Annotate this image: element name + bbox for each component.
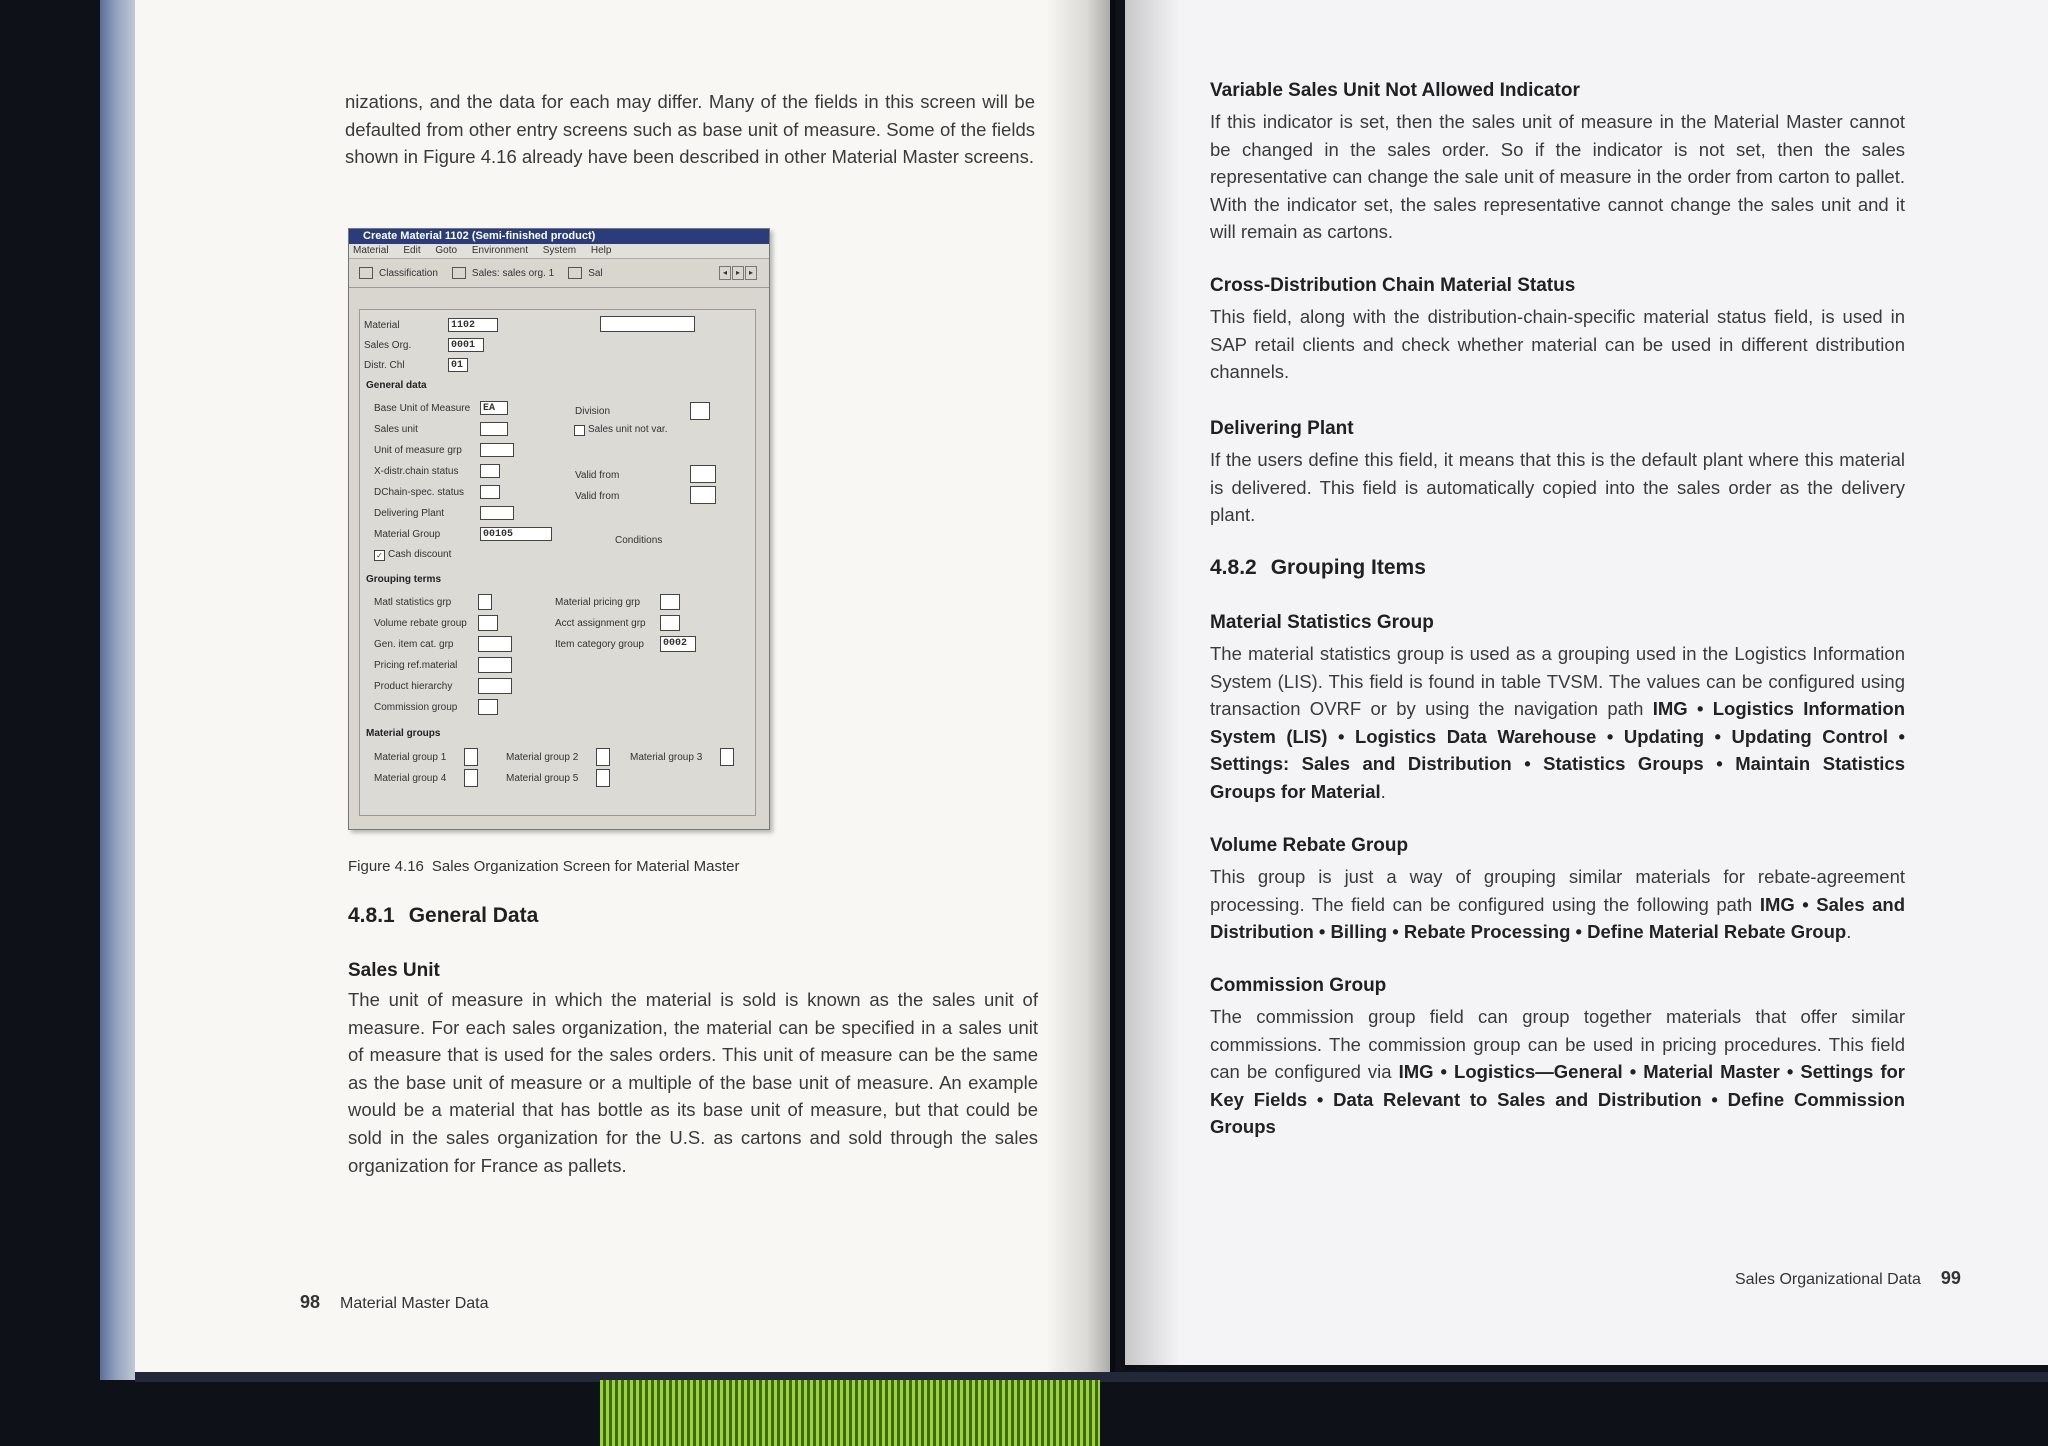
valid-from-label-1: Valid from [575, 470, 620, 481]
navigation-path: IMG • Logistics Information System (LIS) • Logistics Data Warehouse • Updating • Updating Control • Settings: Sales and Distribution • Statistics Groups • Maintain Statistics Groups for Material [1210, 698, 1905, 802]
material-desc-field [600, 316, 695, 332]
arrow-end-icon: ▸ [745, 266, 757, 280]
product-hierarchy-field [478, 678, 512, 694]
tab-scroll-arrows [718, 266, 757, 280]
right-page [1125, 0, 2048, 1365]
sales-unit-paragraph: The unit of measure in which the material is sold is known as the sales unit of measure. For each sales organization, the material can be specified in a sales unit of measure that is used for the sales orders. This unit of measure can be the same as the base unit of measure or a multiple of the base unit of measure. An example would be a material that has bottle as its base unit of measure, but that could be sold in the sales organization for the U.S. as cartons and sold through the sales organization for France as pallets. [348, 989, 1038, 1176]
menu-goto: Goto [435, 245, 458, 256]
menu-help: Help [590, 245, 612, 256]
tab-icon [359, 267, 373, 279]
pricing-ref-field [478, 657, 512, 673]
tab-icon [452, 267, 466, 279]
base-uom-label: Base Unit of Measure [374, 403, 471, 414]
material-statistics-heading: Material Statistics Group [1210, 612, 1434, 633]
material-group-label: Material Group [374, 529, 441, 540]
xdistr-status-field [480, 464, 500, 478]
sales-tab: Sal [568, 267, 602, 279]
sap-screenshot [348, 228, 770, 830]
navigation-path: IMG • Sales and Distribution • Billing • Rebate Processing • Define Material Rebate Group [1210, 893, 1905, 943]
uom-grp-label: Unit of measure grp [374, 445, 462, 456]
grouping-terms-title: Grouping terms [366, 574, 442, 585]
material-group-4-label: Material group 4 [374, 773, 447, 784]
general-data-title: General data [366, 380, 427, 391]
cross-distribution-section [1210, 275, 1905, 386]
material-group-2-label: Material group 2 [506, 752, 579, 763]
distr-chl-label: Distr. Chl [364, 360, 405, 371]
material-group-1-field [464, 748, 478, 766]
figure-caption-text: Sales Organization Screen for Material Master [431, 858, 740, 875]
classification-tab: Classification [359, 267, 438, 279]
xdistr-status-label: X-distr.chain status [374, 466, 459, 477]
spine-shadow-right [1125, 0, 1180, 1370]
sales-org-field: 0001 [448, 338, 484, 352]
uom-grp-field [480, 443, 514, 457]
material-group-field: 00105 [480, 527, 552, 541]
page-number: 98 [300, 1292, 321, 1312]
product-hierarchy-label: Product hierarchy [374, 681, 453, 692]
spine-shadow [1045, 0, 1115, 1380]
arrow-left-icon: ◂ [719, 266, 731, 280]
sap-title-bar: Create Material 1102 (Semi-finished product) [349, 229, 769, 244]
section-number: 4.8.2 [1210, 556, 1257, 579]
navigation-path: IMG • Logistics—General • Material Master • Settings for Key Fields • Data Relevant to Sales and Distribution • Define Commission Groups [1210, 1061, 1905, 1138]
material-pricing-grp-field [660, 594, 680, 610]
section-number: 4.8.1 [348, 904, 395, 927]
page-number: 99 [1940, 1268, 1961, 1288]
material-group-2-field [596, 748, 610, 766]
material-field: 1102 [448, 318, 498, 332]
sales-unit-field [480, 422, 508, 436]
background-stripes [600, 1380, 1100, 1446]
commission-group-label: Commission group [374, 702, 458, 713]
delivering-plant-section [1210, 418, 1905, 529]
volume-rebate-label: Volume rebate group [374, 618, 467, 629]
section-title: General Data [408, 904, 539, 927]
material-statistics-paragraph: The material statistics group is used as a grouping used in the Logistics Information System (LIS). This field is found in table TVSM. The values can be configured using transaction OVRF or by using the navigation path IMG • Logistics Information System (LIS) • Logistics Data Warehouse • Updating • Updating Control • Settings: Sales and Distribution • Statistics Groups • Maintain Statistics Groups for Material. [1210, 643, 1905, 802]
menu-environment: Environment [471, 245, 528, 256]
sales-unit-label: Sales unit [374, 424, 418, 435]
cash-discount-label: Cash discount [388, 549, 452, 560]
sap-form-panel [359, 309, 756, 816]
commission-group-paragraph: The commission group field can group together materials that offer similar commissions. The commission group can be used in pricing procedures. This field can be configured via IMG • Logistics—General • Material Master • Settings for Key Fields • Data Relevant to Sales and Distribution • Define Commission Groups [1210, 1006, 1905, 1138]
base-uom-field: EA [480, 401, 508, 415]
delivering-plant-field [480, 506, 514, 520]
tab-icon [568, 267, 582, 279]
arrow-right-icon: ▸ [732, 266, 744, 280]
variable-sales-unit-section [1210, 80, 1905, 246]
material-label: Material [364, 320, 400, 331]
material-group-5-label: Material group 5 [506, 773, 579, 784]
volume-rebate-heading: Volume Rebate Group [1210, 835, 1409, 856]
material-groups-title: Material groups [366, 728, 441, 739]
commission-group-heading: Commission Group [1210, 975, 1387, 996]
pricing-ref-label: Pricing ref.material [374, 660, 458, 671]
gen-item-cat-field [478, 636, 512, 652]
variable-sales-unit-paragraph: If this indicator is set, then the sales unit of measure in the Material Master cannot be changed in the sales order. So if the indicator is not set, then the sales representative can change the sale unit of measure in the order from carton to pallet. With the indicator set, the sales representative cannot change the sales unit and it will remain as cartons. [1210, 111, 1905, 243]
figure-number: Figure 4.16 [348, 858, 424, 875]
variable-sales-unit-heading: Variable Sales Unit Not Allowed Indicator [1210, 80, 1580, 101]
sap-menu-bar [349, 244, 769, 259]
material-group-3-field [720, 748, 734, 766]
commission-group-section [1210, 975, 1905, 1141]
dchain-status-label: DChain-spec. status [374, 487, 465, 498]
acct-assignment-grp-field [660, 615, 680, 631]
material-group-4-field [464, 769, 478, 787]
material-group-1-label: Material group 1 [374, 752, 447, 763]
cash-discount-checkbox: ✓ [374, 550, 385, 561]
menu-system: System [542, 245, 577, 256]
page-footer-left [300, 1292, 489, 1313]
section-title: Grouping Items [1270, 556, 1426, 579]
volume-rebate-field [478, 615, 498, 631]
delivering-plant-paragraph: If the users define this field, it means that this is the default plant where this material is delivered. This field is automatically copied into the sales order as the delivery plant. [1210, 449, 1905, 526]
delivering-plant-heading: Delivering Plant [1210, 418, 1354, 439]
division-field [690, 402, 710, 420]
volume-rebate-section [1210, 835, 1905, 946]
matl-stat-grp-field [478, 594, 492, 610]
item-category-group-label: Item category group [555, 639, 644, 650]
commission-group-field [478, 699, 498, 715]
valid-from-label-2: Valid from [575, 491, 620, 502]
delivering-plant-label: Delivering Plant [374, 508, 445, 519]
menu-material: Material [353, 245, 389, 256]
matl-stat-grp-label: Matl statistics grp [374, 597, 452, 608]
gen-item-cat-label: Gen. item cat. grp [374, 639, 454, 650]
cross-distribution-paragraph: This field, along with the distribution-chain-specific material status field, is used in SAP retail clients and check whether material can be used in different distribution channels. [1210, 306, 1905, 383]
menu-edit: Edit [403, 245, 421, 256]
valid-from-field-2 [690, 486, 716, 504]
book-edge [100, 0, 138, 1380]
cross-distribution-heading: Cross-Distribution Chain Material Status [1210, 275, 1576, 296]
sap-toolbar [349, 259, 769, 288]
section-heading-general-data [348, 904, 538, 928]
conditions-label: Conditions [615, 535, 663, 546]
left-page [135, 0, 1110, 1375]
intro-paragraph: nizations, and the data for each may differ. Many of the fields in this screen will be defaulted from other entry screens such as base unit of measure. Some of the fields shown in Figure 4.16 already have been described in other Material Master screens. [345, 91, 1035, 168]
volume-rebate-paragraph: This group is just a way of grouping similar materials for rebate-agreement processing. The field can be configured using the following path IMG • Sales and Distribution • Billing • Rebate Processing • Define Material Rebate Group. [1210, 866, 1905, 943]
valid-from-field-1 [690, 465, 716, 483]
sales-unit-heading: Sales Unit [348, 960, 440, 981]
section-heading-grouping-items [1210, 556, 1905, 580]
page-footer-right [1735, 1268, 1961, 1289]
dchain-status-field [480, 485, 500, 499]
material-group-5-field [596, 769, 610, 787]
running-title: Material Master Data [340, 1295, 489, 1312]
material-statistics-section [1210, 612, 1905, 806]
running-title: Sales Organizational Data [1735, 1271, 1921, 1288]
material-group-3-label: Material group 3 [630, 752, 703, 763]
sales-org-tab: Sales: sales org. 1 [452, 267, 554, 279]
sales-unit-not-var-checkbox [574, 425, 585, 436]
sales-unit-not-var-label: Sales unit not var. [588, 424, 668, 435]
division-label: Division [575, 406, 611, 417]
distr-chl-field: 01 [448, 358, 468, 372]
material-pricing-grp-label: Material pricing grp [555, 597, 641, 608]
figure-caption [348, 858, 740, 875]
sales-org-label: Sales Org. [364, 340, 412, 351]
item-category-group-field: 0002 [660, 636, 696, 652]
acct-assignment-grp-label: Acct assignment grp [555, 618, 646, 629]
